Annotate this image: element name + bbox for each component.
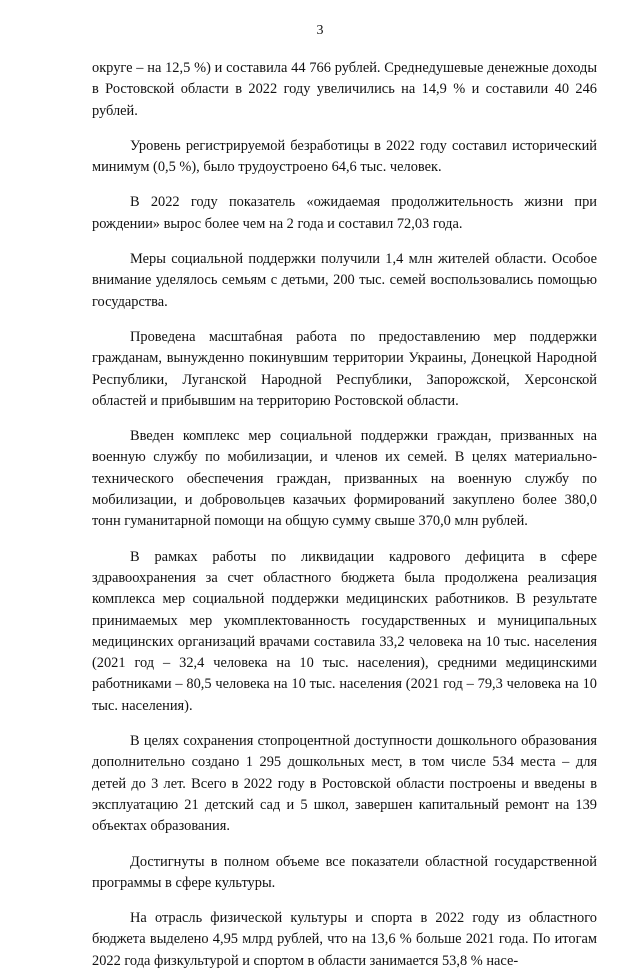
- paragraph-refugee-support: Проведена масштабная работа по предоставлению мер поддержки гражданам, вынужденно покинувшим территории Украины, Донецкой Народной Республики, Луганской Народной Республики, Запорожской, Херсонской областей и прибывшим на территорию Ростовской области.: [92, 328, 597, 409]
- paragraph-sport: На отрасль физической культуры и спорта в 2022 году из областного бюджета выделено 4,95 млрд рублей, что на 13,6 % больше 2021 года. По итогам 2022 года физкультурой и спортом в области занимается 53,8 % насе-: [92, 910, 597, 969]
- paragraph-mobilization-support: Введен комплекс мер социальной поддержки граждан, призванных на военную службу по мобилизации, и членов их семей. В целях материально-технического обеспечения граждан, призванных на военную службу по мобилизации, и добровольцев казачьих формирований закуплено более 380,0 тонн гуманитарной помощи на общую сумму свыше 370,0 млн рублей.: [92, 428, 597, 530]
- paragraph-social-support: Меры социальной поддержки получили 1,4 млн жителей области. Особое внимание уделялось семьям с детьми, 200 тыс. семей воспользовались помощью государства.: [92, 251, 597, 310]
- paragraph-unemployment: Уровень регистрируемой безработицы в 2022 году составил исторический минимум (0,5 %), было трудоустроено 64,6 тыс. человек.: [92, 137, 597, 176]
- paragraph-culture: Достигнуты в полном объеме все показатели областной государственной программы в сфере культуры.: [92, 853, 597, 891]
- paragraph-income: округе – на 12,5 %) и составила 44 766 рублей. Среднедушевые денежные доходы в Ростовской области в 2022 году увеличились на 14,9 % и составили 40 246 рублей.: [92, 60, 597, 119]
- paragraph-healthcare: В рамках работы по ликвидации кадрового дефицита в сфере здравоохранения за счет областного бюджета была продолжена реализация комплекса мер социальной поддержки медицинских работников. В результате принимаемых мер укомплектованность государственных и муниципальных медицинских организаций врачами составила 33,2 человека на 10 тыс. населения (2021 год – 32,4 человека на 10 тыс. населения), средними медицинскими работниками – 80,5 человека на 10 тыс. населения (2021 год – 79,3 человека на 10 тыс. населения).: [92, 548, 597, 714]
- document-body: [92, 58, 597, 972]
- paragraph-life-expectancy: В 2022 году показатель «ожидаемая продолжительность жизни при рождении» вырос более чем на 2 года и составил 72,03 года.: [92, 194, 597, 232]
- paragraph-education: В целях сохранения стопроцентной доступности дошкольного образования дополнительно создано 1 295 дошкольных мест, в том числе 534 места – для детей до 3 лет. Всего в 2022 году в Ростовской области построены и введены в эксплуатацию 21 детский сад и 5 школ, завершен капитальный ремонт на 139 объектах образования.: [92, 733, 597, 835]
- page-number: 3: [316, 23, 324, 38]
